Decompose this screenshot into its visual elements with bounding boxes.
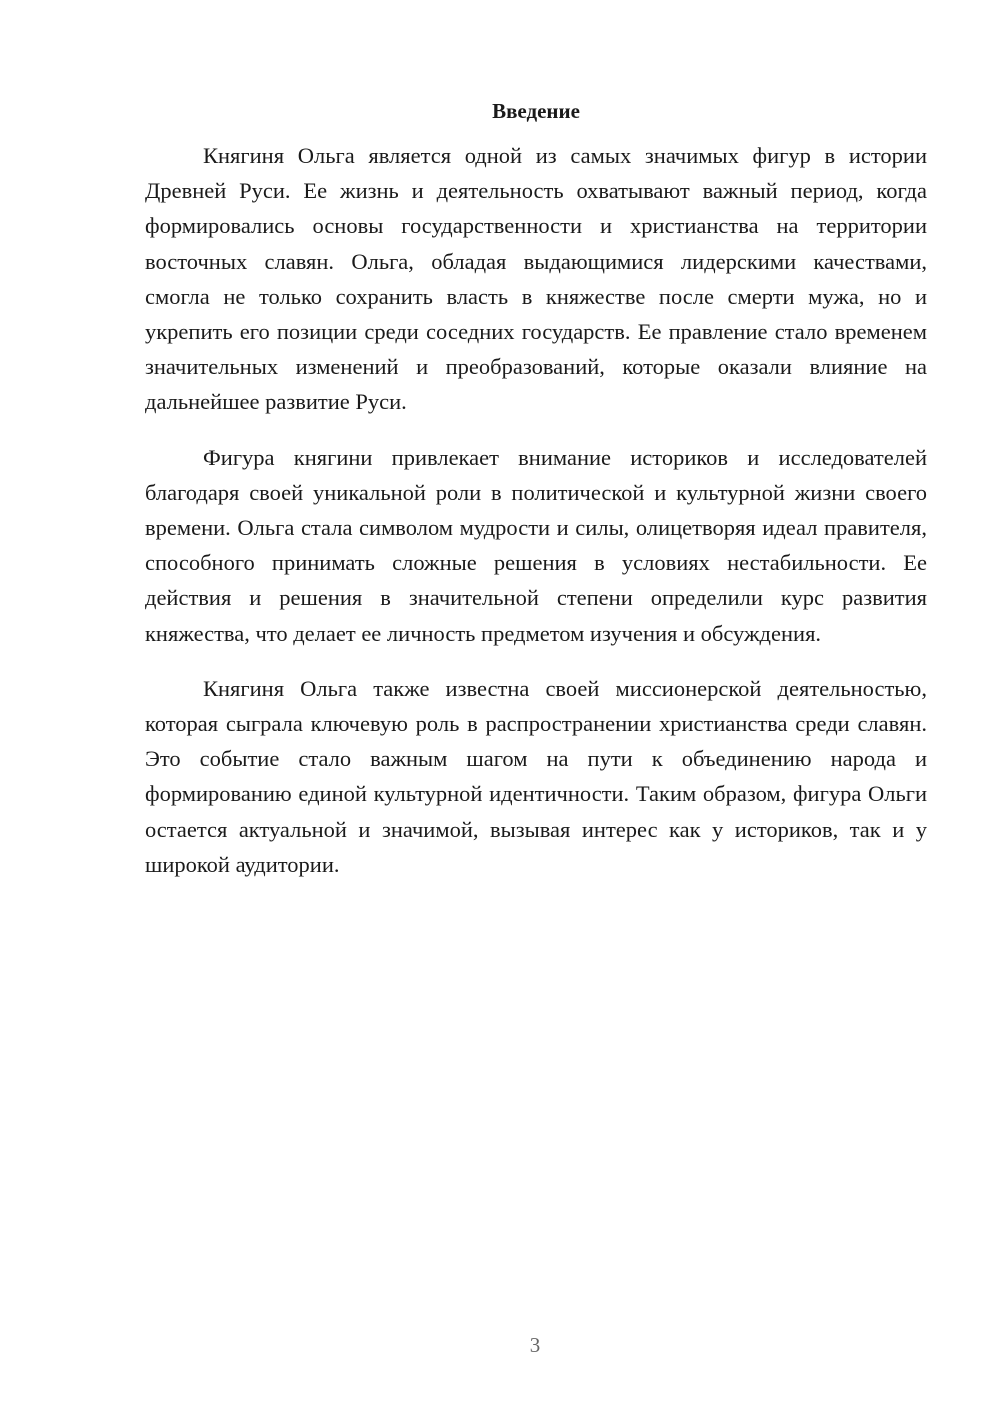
section-title: Введение [492, 99, 580, 123]
page-number: 3 [529, 1333, 541, 1357]
paragraph-1: Княгиня Ольга является одной из самых значимых фигур в истории Древней Руси. Ее жизнь и деятельность охватывают важный период, когда формировались основы государственности и христианства на территории восточных славян. Ольга, обладая выдающимися лидерскими качествами, смогла не только сохранить власть в княжестве после смерти мужа, но и укрепить его позиции среди соседних государств. Ее правление стало временем значительных изменений и преобразований, которые оказали влияние на дальнейшее развитие Руси. [145, 143, 927, 415]
paragraph-2: Фигура княгини привлекает внимание историков и исследователей благодаря своей уникальной роли в политической и культурной жизни своего времени. Ольга стала символом мудрости и силы, олицетворяя идеал правителя, способного принимать сложные решения в условиях нестабильности. Ее действия и решения в значительной степени определили курс развития княжества, что делает ее личность предметом изучения и обсуждения. [145, 444, 927, 646]
paragraph-3: Княгиня Ольга также известна своей миссионерской деятельностью, которая сыграла ключевую роль в распространении христианства среди славян. Это событие стало важным шагом на пути к объединению народа и формированию единой культурной идентичности. Таким образом, фигура Ольги остается актуальной и значимой, вызывая интерес как у историков, так и у широкой аудитории. [145, 675, 927, 877]
page-content [145, 96, 927, 902]
